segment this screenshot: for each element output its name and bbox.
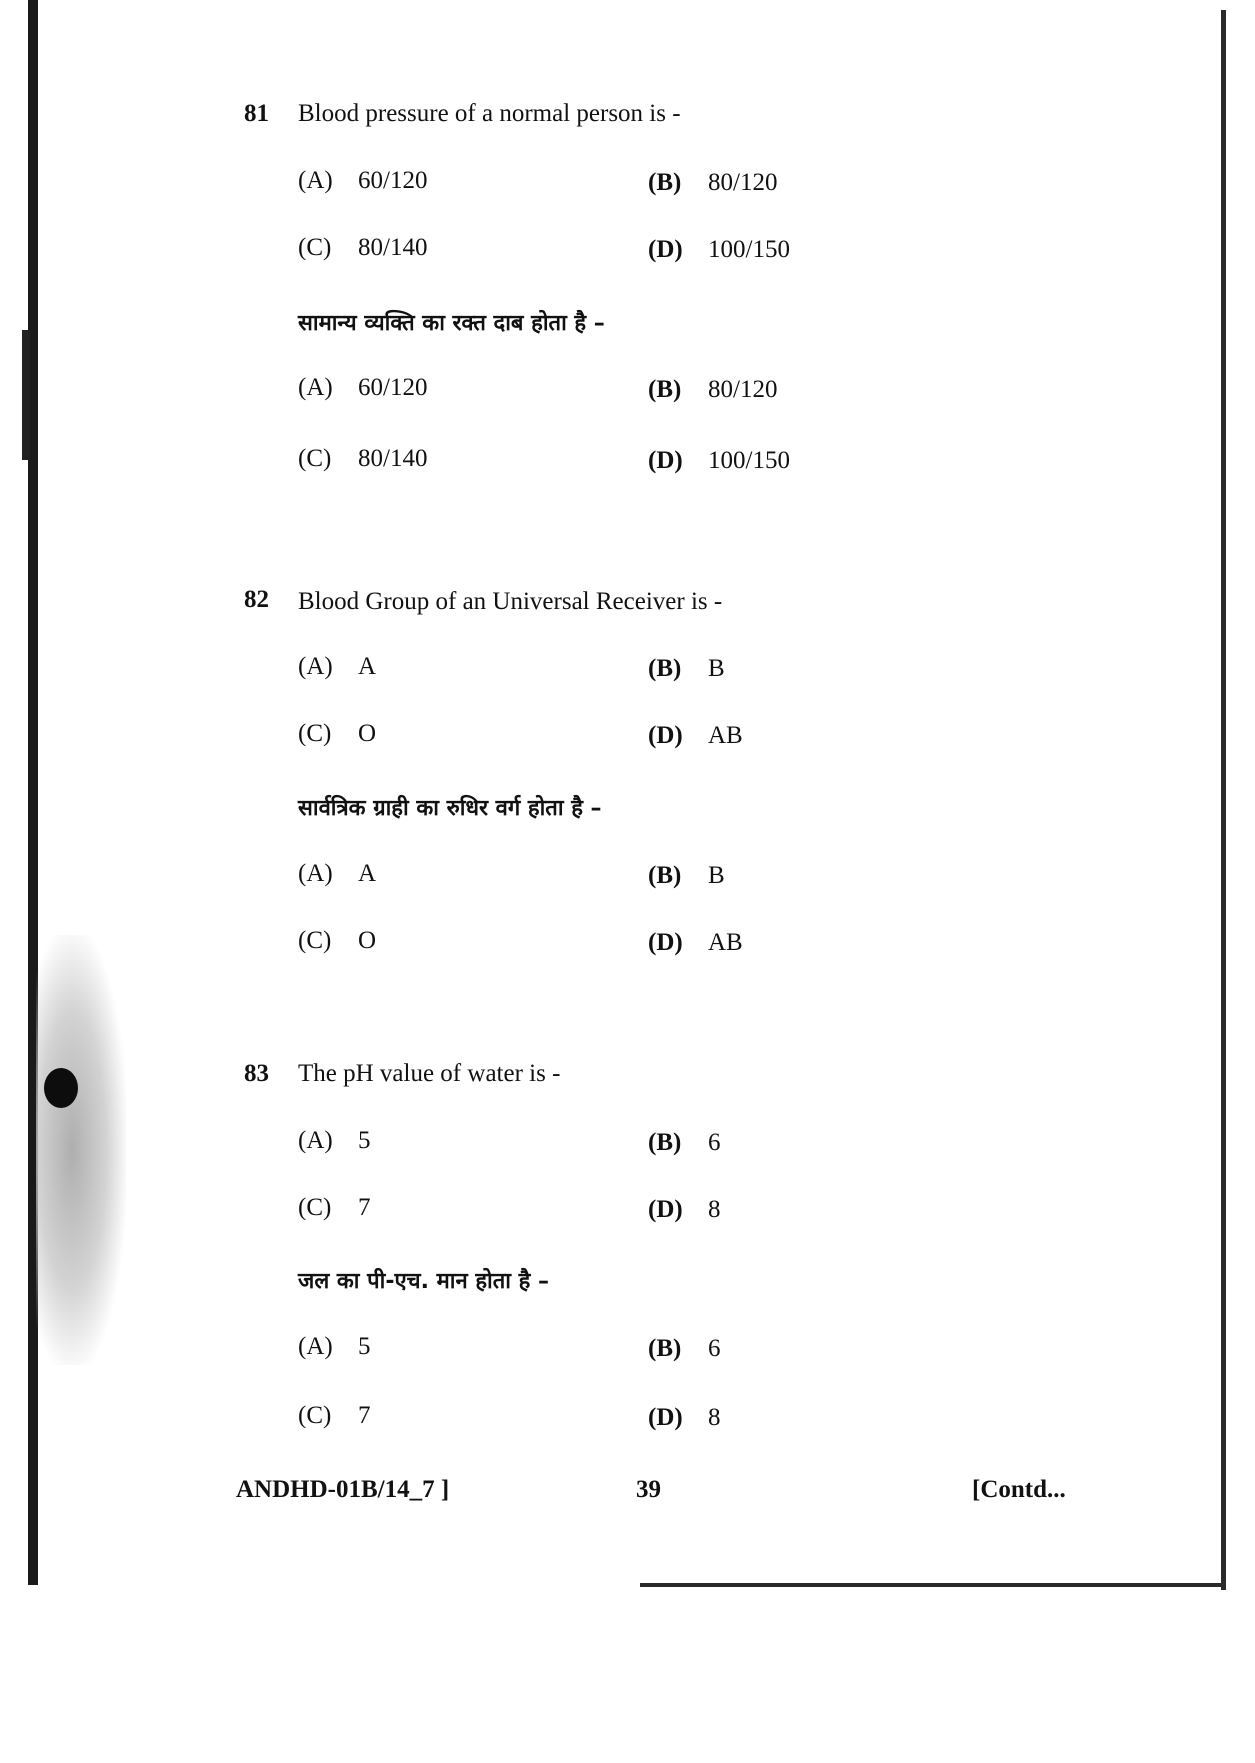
- scan-binding-mark: [22, 330, 30, 460]
- option-a: (A) A: [298, 653, 377, 680]
- option-b-hi: (B) 80/120: [648, 376, 778, 403]
- question-text-hi: सामान्य व्यक्ति का रक्त दाब होता है –: [298, 311, 605, 336]
- scan-bottom-edge: [640, 1583, 1226, 1587]
- option-b-hi: (B) B: [648, 862, 725, 889]
- paper-code: ANDHD-01B/14_7 ]: [236, 1476, 450, 1503]
- question-number: 83: [244, 1060, 269, 1087]
- option-b: (B) 6: [648, 1129, 721, 1156]
- option-b: (B) B: [648, 655, 725, 682]
- scan-smudge: [36, 935, 126, 1365]
- option-c: (C) 80/140: [298, 234, 428, 261]
- punch-hole: [44, 1068, 78, 1108]
- option-c-hi: (C) 7: [298, 1402, 371, 1429]
- option-d: (D) 100/150: [648, 236, 790, 263]
- option-c: (C) O: [298, 720, 377, 747]
- option-d-hi: (D) AB: [648, 929, 743, 956]
- option-d-hi: (D) 8: [648, 1404, 721, 1431]
- scan-right-edge: [1221, 10, 1226, 1590]
- question-text-en: Blood pressure of a normal person is -: [298, 100, 681, 127]
- option-c: (C) 7: [298, 1194, 371, 1221]
- option-d: (D) 8: [648, 1196, 721, 1223]
- option-d-hi: (D) 100/150: [648, 447, 790, 474]
- option-a: (A) 5: [298, 1127, 371, 1154]
- option-b-hi: (B) 6: [648, 1335, 721, 1362]
- question-number: 81: [244, 100, 269, 127]
- option-c-hi: (C) 80/140: [298, 445, 428, 472]
- question-text-hi: जल का पी-एच. मान होता है –: [298, 1269, 549, 1294]
- option-a: (A) 60/120: [298, 167, 428, 194]
- option-a-hi: (A) 60/120: [298, 374, 428, 401]
- page-number: 39: [636, 1476, 661, 1503]
- option-c-hi: (C) O: [298, 927, 377, 954]
- option-b: (B) 80/120: [648, 169, 778, 196]
- question-number: 82: [244, 586, 269, 613]
- question-text-en: Blood Group of an Universal Receiver is -: [298, 588, 723, 615]
- option-a-hi: (A) A: [298, 860, 377, 887]
- continued-marker: [Contd...: [972, 1476, 1066, 1503]
- option-d: (D) AB: [648, 722, 743, 749]
- question-text-en: The pH value of water is -: [298, 1060, 561, 1087]
- question-text-hi: सार्वत्रिक ग्राही का रुधिर वर्ग होता है –: [298, 796, 602, 821]
- option-a-hi: (A) 5: [298, 1333, 371, 1360]
